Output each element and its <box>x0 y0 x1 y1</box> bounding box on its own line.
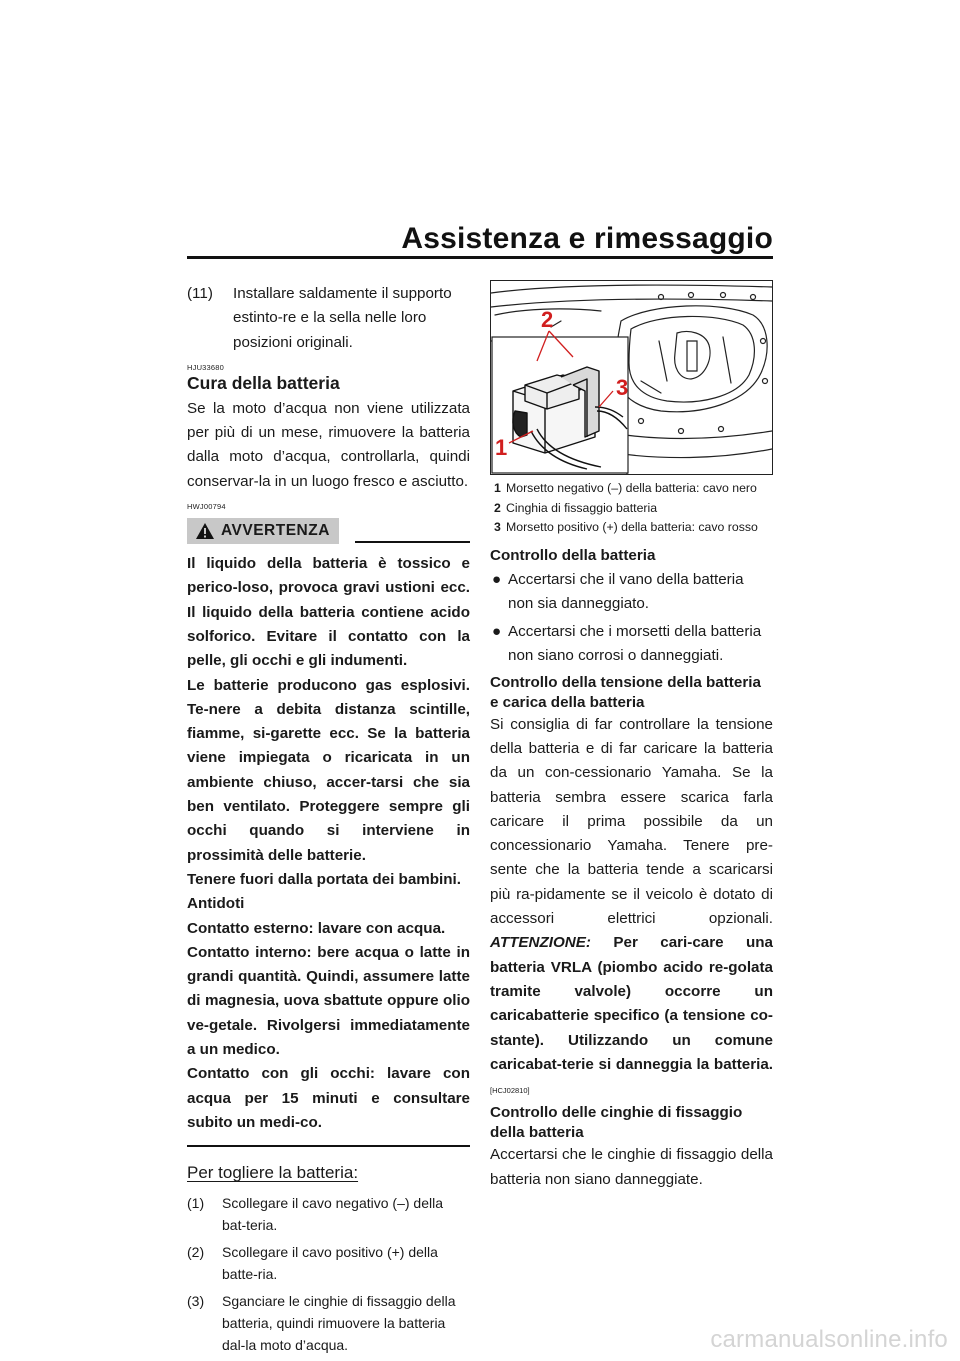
voltage-text: Si consiglia di far controllare la tensione della batteria e di far caricare la batteria da un con-cessionario Yamaha. Se la batteria sembra essere scarica farla caricare il prima possibile da un concessionario Yamaha. Tenere pre-sente che la batteria tende a scaricarsi più ra-pidamente se il veicolo è dotato di accessori elettrici opzionali. <box>490 715 773 928</box>
bullet-item <box>490 568 773 617</box>
warning-rule <box>355 541 470 543</box>
bullet-text: Accertarsi che il vano della batteria non sia danneggiato. <box>508 570 744 612</box>
warning-paragraph: Antidoti <box>187 895 245 913</box>
step-2 <box>187 1241 470 1285</box>
warning-triangle-icon <box>195 522 215 540</box>
reference-code: HJU33680 <box>187 362 225 372</box>
step-text: Sganciare le cinghie di fissaggio della batteria, quindi rimuovere la batteria dal-la moto d’acqua. <box>222 1292 456 1353</box>
step-3 <box>187 1290 470 1356</box>
voltage-title: Controllo della tensione della batteria e carica della batteria <box>490 673 761 711</box>
straps-title: Controllo delle cinghie di fissaggio della batteria <box>490 1104 743 1142</box>
attention-text: Per cari-care una batteria VRLA (piombo acido re-golata tramite valvole) occorre un caricabatterie specifico (a tensione co-stante). Utilizzando un comune caricabat-terie si danneggia la batteria. <box>490 934 773 1073</box>
caption-text: Morsetto positivo (+) della batteria: cavo rosso <box>506 520 758 534</box>
caption-item <box>490 501 773 517</box>
step-text: Installare saldamente il supporto estinto-re e la sella nelle loro posizioni originali. <box>233 285 452 351</box>
bullet-dot: ● <box>492 570 502 588</box>
caption-text: Morsetto negativo (–) della batteria: cavo nero <box>506 481 757 495</box>
step-number: (2) <box>187 1243 205 1260</box>
step-number: (3) <box>187 1292 205 1309</box>
step-text: Scollegare il cavo positivo (+) della batte-ria. <box>222 1243 438 1282</box>
figure-captions <box>490 481 773 536</box>
warning-end-rule <box>187 1145 470 1147</box>
section-body: Se la moto d’acqua non viene utilizzata per più di un mese, rimuovere la batteria dalla moto d’acqua, controllarla, quindi conservar-la in un luogo fresco e asciutto. <box>187 399 470 490</box>
section-title: Cura della batteria <box>187 372 340 393</box>
step-number: (11) <box>187 285 213 302</box>
warning-body <box>187 552 470 1135</box>
callout-3: 3 <box>616 375 629 400</box>
straps-body: Accertarsi che le cinghie di fissaggio della batteria non siano danneggiate. <box>490 1146 773 1188</box>
header-rule <box>187 256 773 259</box>
bullet-item <box>490 620 773 669</box>
caption-number: 1 <box>494 481 501 495</box>
attention-code: [HCJ02810] <box>490 1086 530 1096</box>
attention-label: ATTENZIONE: <box>490 934 591 952</box>
step-number: (1) <box>187 1194 205 1211</box>
warning-paragraph: Contatto con gli occhi: lavare con acqua per 15 minuti e consultare subito un medi-co. <box>187 1065 470 1131</box>
bullet-dot: ● <box>492 623 502 641</box>
caption-number: 3 <box>494 520 501 534</box>
battery-check-title: Controllo della batteria <box>490 546 656 564</box>
warning-paragraph: Le batterie producono gas esplosivi. Te-nere a debita distanza scintille, fiamme, si-garette ecc. Se la batteria viene impiegata o ricaricata in un ambiente chiuso, accer-tarsi che sia ben ventilato. Proteggere sempre gli occhi quando si interviene in prossimità delle batterie. <box>187 676 470 864</box>
footer-watermark: carmanualsonline.info <box>710 1326 948 1353</box>
callout-1: 1 <box>495 435 508 460</box>
warning-label: AVVERTENZA <box>221 521 330 539</box>
caption-text: Cinghia di fissaggio batteria <box>506 500 658 515</box>
warning-code: HWJ00794 <box>187 502 226 512</box>
step-1 <box>187 1192 470 1236</box>
warning-badge <box>187 518 339 544</box>
warning-paragraph: Il liquido della batteria è tossico e perico-loso, provoca gravi ustioni ecc. Il liquido della batteria contiene acido solforico. Evitare il contatto con la pelle, gli occhi e gli indumenti. <box>187 555 470 670</box>
warning-paragraph: Tenere fuori dalla portata dei bambini. <box>187 870 461 888</box>
callout-2: 2 <box>541 307 554 332</box>
bullet-text: Accertarsi che i morsetti della batteria non siano corrosi o danneggiati. <box>508 623 762 665</box>
voltage-body <box>490 713 773 1104</box>
right-column <box>490 282 773 1192</box>
battery-figure <box>490 280 773 475</box>
step-11 <box>187 282 470 355</box>
battery-illustration <box>491 281 772 474</box>
warning-header <box>187 518 470 544</box>
warning-paragraph: Contatto esterno: lavare con acqua. <box>187 919 446 937</box>
page-header-title: Assistenza e rimessaggio <box>401 222 773 255</box>
caption-item <box>490 481 773 497</box>
step-text: Scollegare il cavo negativo (–) della bat-teria. <box>222 1194 444 1233</box>
subsection-title: Per togliere la batteria: <box>187 1163 359 1183</box>
warning-paragraph: Contatto interno: bere acqua o latte in grandi quantità. Quindi, assumere latte di magnesia, uova sbattute oppure olio ve-getale. Rivolgersi immediatamente a un medico. <box>187 943 470 1059</box>
left-column <box>187 282 470 1361</box>
caption-item <box>490 520 773 536</box>
caption-number: 2 <box>494 500 501 515</box>
